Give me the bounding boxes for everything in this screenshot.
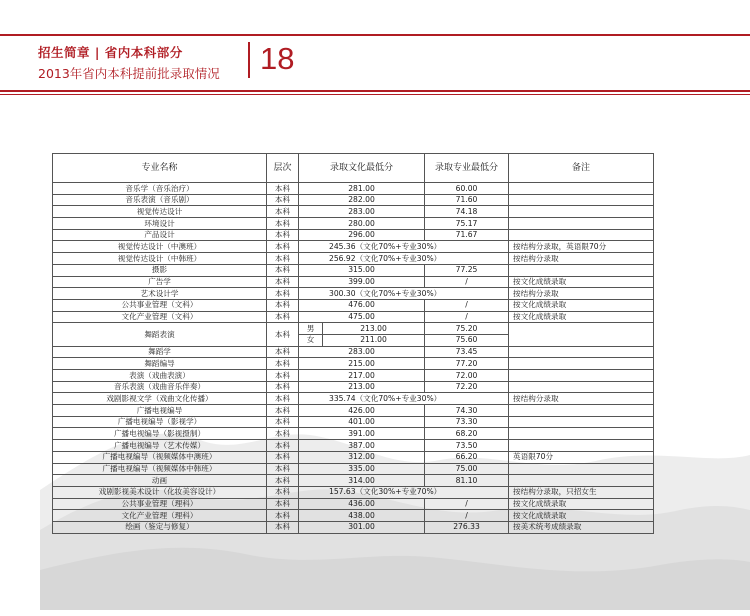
cell-major-name: 艺术设计学 xyxy=(53,288,267,300)
cell-major-name: 产品设计 xyxy=(53,229,267,241)
cell-major-name: 舞蹈表演 xyxy=(53,323,267,346)
table-row xyxy=(53,498,654,510)
cell-major-score: 68.20 xyxy=(425,428,509,440)
cell-major-name: 广播电视编导（影视摄制） xyxy=(53,428,267,440)
cell-remark xyxy=(509,218,654,230)
cell-remark xyxy=(509,229,654,241)
table-body-part2 xyxy=(53,346,654,533)
cell-major-score: 75.00 xyxy=(425,463,509,475)
cell-remark xyxy=(509,194,654,206)
cell-remark xyxy=(509,183,654,195)
col-remarks: 备注 xyxy=(509,154,654,183)
cell-remark: 按文化成绩录取 xyxy=(509,311,654,323)
admission-table-wrapper xyxy=(52,153,653,534)
table-row xyxy=(53,358,654,370)
cell-major-name: 绘画（鉴定与修复） xyxy=(53,521,267,533)
cell-remark: 按结构分录取，只招女生 xyxy=(509,486,654,498)
cell-level: 本科 xyxy=(267,241,299,253)
cell-level: 本科 xyxy=(267,299,299,311)
cell-level: 本科 xyxy=(267,463,299,475)
cell-major-name: 戏剧影视美术设计（化妆美容设计） xyxy=(53,486,267,498)
cell-remark: 按文化成绩录取 xyxy=(509,276,654,288)
cell-culture-score: 399.00 xyxy=(299,276,425,288)
table-row xyxy=(53,276,654,288)
cell-level: 本科 xyxy=(267,521,299,533)
cell-culture-score: 387.00 xyxy=(299,440,425,452)
cell-level: 本科 xyxy=(267,253,299,265)
cell-major-score: 75.60 xyxy=(425,334,509,346)
cell-major-score: 81.10 xyxy=(425,475,509,487)
cell-culture-score: 476.00 xyxy=(299,299,425,311)
cell-major-score: / xyxy=(425,276,509,288)
header-divider xyxy=(248,42,250,78)
cell-culture-score: 301.00 xyxy=(299,521,425,533)
table-row xyxy=(53,463,654,475)
table-row xyxy=(53,241,654,253)
cell-level: 本科 xyxy=(267,206,299,218)
cell-major-name: 动画 xyxy=(53,475,267,487)
cell-major-score: / xyxy=(425,510,509,522)
cell-culture-score: 282.00 xyxy=(299,194,425,206)
cell-major-name: 视觉传达设计（中韩班） xyxy=(53,253,267,265)
table-row xyxy=(53,346,654,358)
cell-remark xyxy=(509,206,654,218)
cell-remark: 英语限70分 xyxy=(509,451,654,463)
cell-major-score: 77.25 xyxy=(425,264,509,276)
cell-remark xyxy=(509,405,654,417)
cell-culture-score: 436.00 xyxy=(299,498,425,510)
table-row xyxy=(53,440,654,452)
cell-major-score: 276.33 xyxy=(425,521,509,533)
cell-level: 本科 xyxy=(267,183,299,195)
cell-level: 本科 xyxy=(267,311,299,323)
page-number: 18 xyxy=(260,41,295,76)
cell-culture-score: 280.00 xyxy=(299,218,425,230)
cell-major-score: 66.20 xyxy=(425,451,509,463)
cell-remark xyxy=(509,428,654,440)
table-row xyxy=(53,393,654,405)
cell-major-name: 视觉传达设计 xyxy=(53,206,267,218)
cell-level: 本科 xyxy=(267,428,299,440)
cell-major-score: 72.20 xyxy=(425,381,509,393)
cell-level: 本科 xyxy=(267,405,299,417)
cell-major-score: 73.30 xyxy=(425,416,509,428)
cell-remark xyxy=(509,416,654,428)
table-row xyxy=(53,475,654,487)
cell-gender: 女 xyxy=(299,334,323,346)
cell-level: 本科 xyxy=(267,288,299,300)
cell-level: 本科 xyxy=(267,486,299,498)
table-row xyxy=(53,381,654,393)
cell-culture-score: 215.00 xyxy=(299,358,425,370)
cell-culture-score: 283.00 xyxy=(299,206,425,218)
cell-culture-score: 281.00 xyxy=(299,183,425,195)
cell-combined-score: 300.30（文化70%+专业30%） xyxy=(299,288,509,300)
cell-major-score: 73.45 xyxy=(425,346,509,358)
cell-culture-score: 438.00 xyxy=(299,510,425,522)
cell-major-name: 广播电视编导（艺术传媒） xyxy=(53,440,267,452)
cell-combined-score: 157.63（文化30%+专业70%） xyxy=(299,486,509,498)
cell-culture-score: 211.00 xyxy=(323,334,425,346)
table-row xyxy=(53,299,654,311)
cell-remark xyxy=(509,346,654,358)
cell-major-name: 舞蹈学 xyxy=(53,346,267,358)
cell-level: 本科 xyxy=(267,346,299,358)
table-row xyxy=(53,486,654,498)
table-row xyxy=(53,194,654,206)
page-header xyxy=(0,34,750,92)
table-header-row xyxy=(53,154,654,183)
cell-major-score: 72.00 xyxy=(425,370,509,382)
cell-culture-score: 335.00 xyxy=(299,463,425,475)
cell-level: 本科 xyxy=(267,264,299,276)
cell-remark xyxy=(509,323,654,346)
cell-remark: 按结构分录取 xyxy=(509,253,654,265)
table-row xyxy=(53,229,654,241)
cell-major-score: 75.17 xyxy=(425,218,509,230)
cell-culture-score: 426.00 xyxy=(299,405,425,417)
table-row xyxy=(53,264,654,276)
cell-culture-score: 314.00 xyxy=(299,475,425,487)
cell-level: 本科 xyxy=(267,393,299,405)
cell-culture-score: 401.00 xyxy=(299,416,425,428)
cell-level: 本科 xyxy=(267,218,299,230)
cell-major-score: / xyxy=(425,311,509,323)
cell-major-name: 广播电视编导（影视学） xyxy=(53,416,267,428)
cell-level: 本科 xyxy=(267,194,299,206)
cell-major-score: 60.00 xyxy=(425,183,509,195)
cell-level: 本科 xyxy=(267,229,299,241)
cell-level: 本科 xyxy=(267,475,299,487)
cell-major-score: 71.60 xyxy=(425,194,509,206)
table-row xyxy=(53,416,654,428)
cell-culture-score: 217.00 xyxy=(299,370,425,382)
cell-major-name: 表演（戏曲表演） xyxy=(53,370,267,382)
cell-major-name: 摄影 xyxy=(53,264,267,276)
cell-remark xyxy=(509,381,654,393)
cell-major-score: / xyxy=(425,299,509,311)
cell-remark xyxy=(509,264,654,276)
col-major-name: 专业名称 xyxy=(53,154,267,183)
cell-level: 本科 xyxy=(267,323,299,346)
cell-remark: 按美术统考成绩录取 xyxy=(509,521,654,533)
cell-major-score: / xyxy=(425,498,509,510)
cell-remark: 按结构分录取 xyxy=(509,288,654,300)
cell-culture-score: 391.00 xyxy=(299,428,425,440)
cell-combined-score: 335.74（文化70%+专业30%） xyxy=(299,393,509,405)
cell-culture-score: 213.00 xyxy=(299,381,425,393)
cell-level: 本科 xyxy=(267,510,299,522)
cell-level: 本科 xyxy=(267,358,299,370)
header-bottom-rule-thin xyxy=(0,94,750,95)
cell-major-score: 73.50 xyxy=(425,440,509,452)
admission-table xyxy=(52,153,654,534)
cell-culture-score: 315.00 xyxy=(299,264,425,276)
cell-combined-score: 245.36（文化70%+专业30%） xyxy=(299,241,509,253)
section-title: 招生简章 | 省内本科部分 xyxy=(38,45,183,60)
cell-culture-score: 312.00 xyxy=(299,451,425,463)
cell-combined-score: 256.92（文化70%+专业30%） xyxy=(299,253,509,265)
table-row xyxy=(53,510,654,522)
cell-remark xyxy=(509,463,654,475)
cell-culture-score: 296.00 xyxy=(299,229,425,241)
cell-remark: 按结构分录取，英语限70分 xyxy=(509,241,654,253)
cell-remark: 按结构分录取 xyxy=(509,393,654,405)
page-subtitle: 2013年省内本科提前批录取情况 xyxy=(38,66,220,81)
table-row xyxy=(53,183,654,195)
cell-major-name: 音乐表演（戏曲音乐伴奏） xyxy=(53,381,267,393)
cell-remark: 按文化成绩录取 xyxy=(509,299,654,311)
table-row xyxy=(53,311,654,323)
cell-level: 本科 xyxy=(267,370,299,382)
cell-major-score: 77.20 xyxy=(425,358,509,370)
table-row xyxy=(53,370,654,382)
cell-level: 本科 xyxy=(267,498,299,510)
table-row xyxy=(53,253,654,265)
cell-major-name: 舞蹈编导 xyxy=(53,358,267,370)
table-row xyxy=(53,451,654,463)
table-row xyxy=(53,521,654,533)
cell-remark xyxy=(509,358,654,370)
col-major-min: 录取专业最低分 xyxy=(425,154,509,183)
table-row xyxy=(53,218,654,230)
cell-major-name: 文化产业管理（文科） xyxy=(53,311,267,323)
cell-remark xyxy=(509,370,654,382)
cell-major-name: 戏剧影视文学（戏曲文化传播） xyxy=(53,393,267,405)
cell-major-score: 74.30 xyxy=(425,405,509,417)
cell-culture-score: 475.00 xyxy=(299,311,425,323)
cell-major-score: 75.20 xyxy=(425,323,509,335)
cell-major-name: 广播电视编导（视频媒体中韩班） xyxy=(53,463,267,475)
table-row xyxy=(53,405,654,417)
cell-major-name: 广告学 xyxy=(53,276,267,288)
cell-culture-score: 213.00 xyxy=(323,323,425,335)
table-row xyxy=(53,206,654,218)
cell-major-name: 广播电视编导（视频媒体中澳班） xyxy=(53,451,267,463)
cell-major-name: 公共事业管理（理科） xyxy=(53,498,267,510)
cell-remark: 按文化成绩录取 xyxy=(509,510,654,522)
cell-major-name: 视觉传达设计（中澳班） xyxy=(53,241,267,253)
col-level: 层次 xyxy=(267,154,299,183)
table-row xyxy=(53,323,654,335)
table-body-part1 xyxy=(53,183,654,323)
table-row xyxy=(53,428,654,440)
cell-level: 本科 xyxy=(267,416,299,428)
cell-major-name: 音乐表演（音乐剧） xyxy=(53,194,267,206)
cell-major-name: 环境设计 xyxy=(53,218,267,230)
cell-major-name: 文化产业管理（理科） xyxy=(53,510,267,522)
cell-major-name: 公共事业管理（文科） xyxy=(53,299,267,311)
cell-remark xyxy=(509,475,654,487)
table-row xyxy=(53,288,654,300)
col-culture-min: 录取文化最低分 xyxy=(299,154,425,183)
cell-major-score: 74.18 xyxy=(425,206,509,218)
table-body-dance xyxy=(53,323,654,346)
cell-major-name: 音乐学（音乐治疗） xyxy=(53,183,267,195)
cell-level: 本科 xyxy=(267,440,299,452)
cell-remark: 按文化成绩录取 xyxy=(509,498,654,510)
cell-gender: 男 xyxy=(299,323,323,335)
cell-remark xyxy=(509,440,654,452)
cell-level: 本科 xyxy=(267,451,299,463)
cell-level: 本科 xyxy=(267,381,299,393)
cell-culture-score: 283.00 xyxy=(299,346,425,358)
cell-level: 本科 xyxy=(267,276,299,288)
cell-major-score: 71.67 xyxy=(425,229,509,241)
cell-major-name: 广播电视编导 xyxy=(53,405,267,417)
